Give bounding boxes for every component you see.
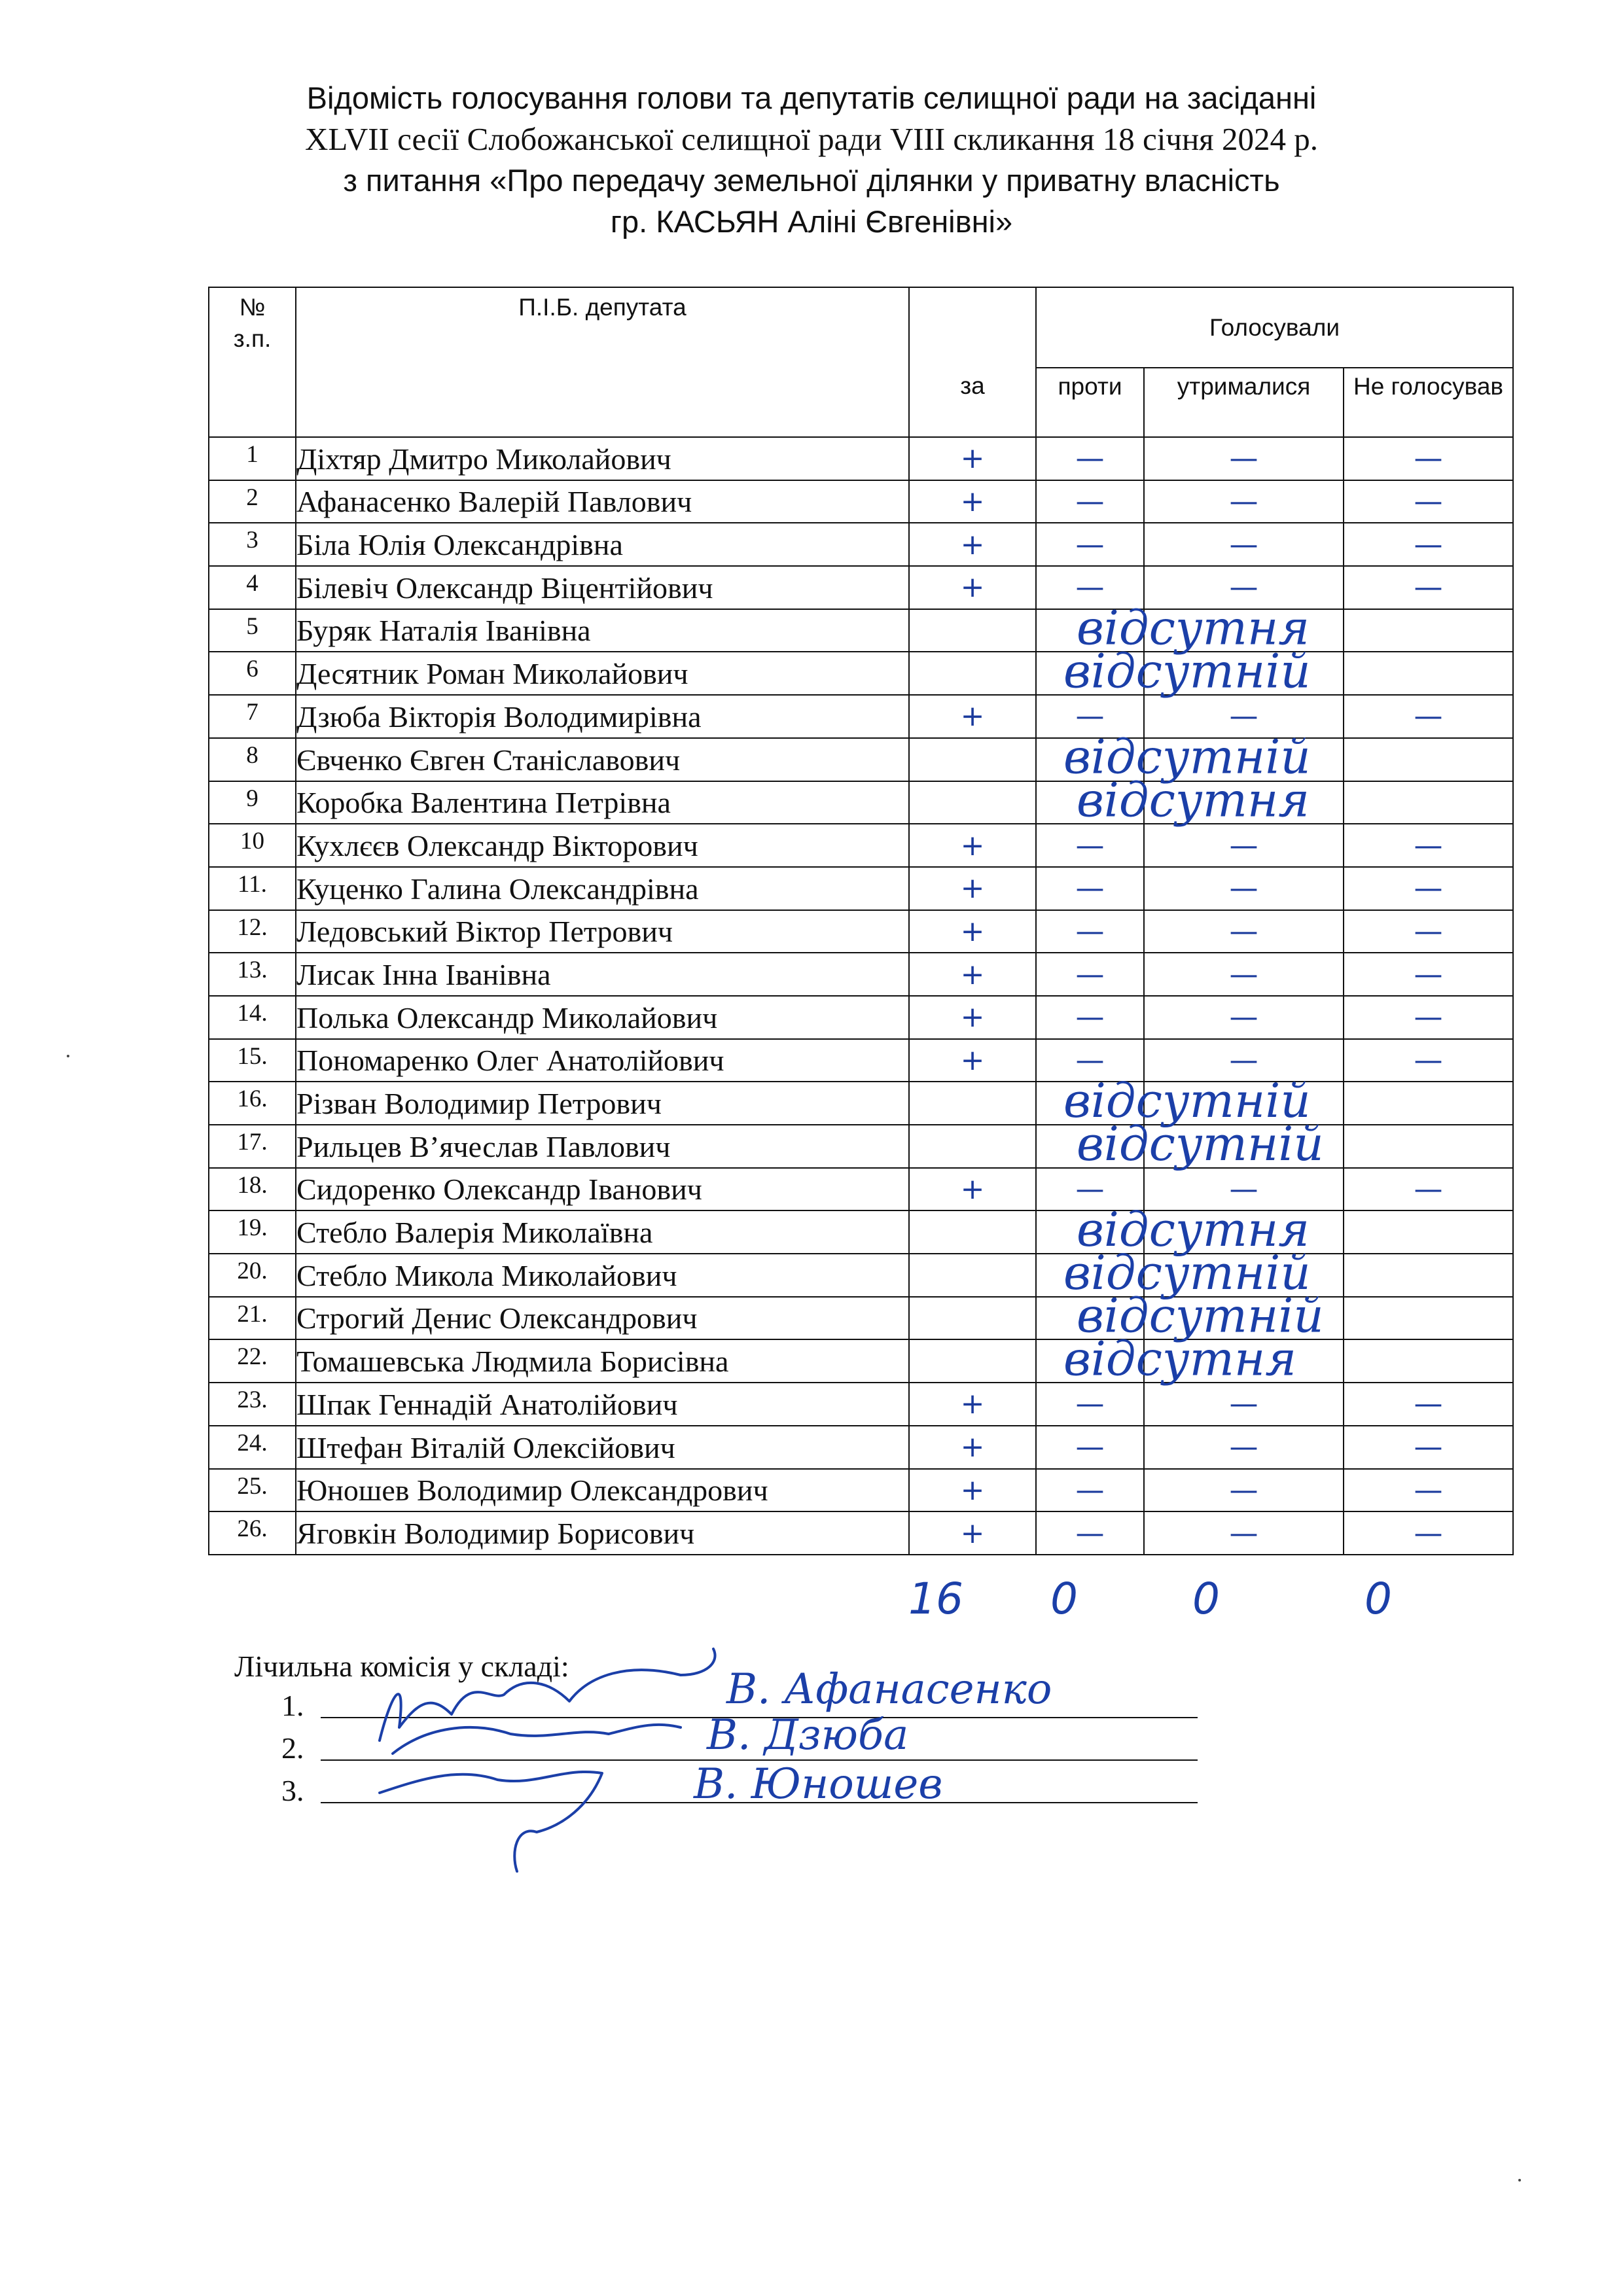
table-row [209,953,1513,996]
deputy-name: Юношев Володимир Олександрович [296,1469,909,1512]
absent-annotation: відсутній [1063,1245,1311,1300]
deputy-name: Десятник Роман Миколайович [296,652,909,695]
vote-for-cell: + [909,523,1036,566]
vote-abstain-cell: — [1144,824,1344,867]
row-number: 22. [209,1339,296,1383]
vote-notvoted-cell [1344,1082,1513,1125]
deputy-name: Томашевська Людмила Борисівна [296,1339,909,1383]
table-row [209,1339,1513,1383]
vote-against-cell: — [1036,695,1144,738]
row-number: 14. [209,996,296,1039]
row-number: 21. [209,1297,296,1340]
vote-against-cell: — [1036,1383,1144,1426]
vote-abstain-cell [1144,781,1344,824]
deputy-name: Куценко Галина Олександрівна [296,867,909,910]
vote-notvoted-cell: — [1344,480,1513,523]
vote-against-cell: — [1036,566,1144,609]
vote-notvoted-cell [1344,738,1513,781]
deputy-name: Буряк Наталія Іванівна [296,609,909,652]
row-number: 10 [209,824,296,867]
absent-annotation: відсутній [1063,729,1311,785]
vote-abstain-cell: — [1144,1426,1344,1469]
vote-notvoted-cell [1344,1339,1513,1383]
vote-for-cell [909,1125,1036,1168]
table-row [209,1511,1513,1555]
total-for: 16 [908,1574,963,1624]
vote-against-cell: — [1036,1469,1144,1512]
heading-line-1: Відомість голосування голови та депутатів селищної ради на засіданні [306,80,1317,115]
deputy-name: Біла Юлія Олександрівна [296,523,909,566]
vote-notvoted-cell: — [1344,695,1513,738]
deputy-name: Штефан Віталій Олексійович [296,1426,909,1469]
document-heading [0,77,1623,242]
vote-against-cell [1036,1125,1144,1168]
vote-abstain-cell: — [1144,1383,1344,1426]
vote-against-cell [1036,1082,1144,1125]
vote-abstain-cell: — [1144,566,1344,609]
vote-against-cell: — [1036,910,1144,953]
row-number: 13. [209,953,296,996]
signature-scribble [380,1772,602,1871]
vote-notvoted-cell [1344,652,1513,695]
vote-abstain-cell: — [1144,523,1344,566]
vote-notvoted-cell: — [1344,996,1513,1039]
row-number: 26. [209,1511,296,1555]
table-row [209,738,1513,781]
table-row [209,1254,1513,1297]
row-number: 4 [209,566,296,609]
vote-abstain-cell: — [1144,953,1344,996]
vote-notvoted-cell: — [1344,953,1513,996]
table-row [209,695,1513,738]
commission-member-name: В. Дзюба [707,1711,909,1759]
heading-line-2: XLVII сесії Слобожанської селищної ради VIII скликання 18 січня 2024 р. [305,121,1318,157]
table-row [209,1168,1513,1211]
table-row [209,437,1513,480]
commission-member-name: В. Афанасенко [726,1665,1052,1714]
vote-for-cell: + [909,1426,1036,1469]
vote-notvoted-cell: — [1344,566,1513,609]
vote-against-cell [1036,1210,1144,1254]
vote-notvoted-cell [1344,1125,1513,1168]
vote-for-cell [909,1254,1036,1297]
vote-against-cell: — [1036,1039,1144,1082]
vote-abstain-cell [1144,1339,1344,1383]
vote-notvoted-cell: — [1344,1511,1513,1555]
row-number: 23. [209,1383,296,1426]
vote-abstain-cell [1144,1297,1344,1340]
commission-line-number: 1. [281,1689,304,1722]
vote-for-cell: + [909,996,1036,1039]
vote-for-cell [909,1297,1036,1340]
vote-abstain-cell: — [1144,910,1344,953]
commission-label: Лічильна комісія у складі: [234,1650,569,1683]
vote-against-cell [1036,1339,1144,1383]
row-number: 6 [209,652,296,695]
vote-abstain-cell: — [1144,695,1344,738]
vote-abstain-cell: — [1144,1511,1344,1555]
row-number: 12. [209,910,296,953]
table-row [209,1426,1513,1469]
vote-for-cell: + [909,910,1036,953]
row-number: 7 [209,695,296,738]
row-number: 8 [209,738,296,781]
absent-annotation: відсутня [1077,772,1310,828]
vote-for-cell [909,609,1036,652]
vote-against-cell: — [1036,523,1144,566]
deputy-name: Білевіч Олександр Віцентійович [296,566,909,609]
vote-abstain-cell: — [1144,437,1344,480]
deputy-name: Сидоренко Олександр Іванович [296,1168,909,1211]
absent-annotation: відсутній [1063,1073,1311,1129]
absent-annotation: відсутній [1077,1116,1324,1171]
vote-abstain-cell [1144,1125,1344,1168]
table-row [209,996,1513,1039]
deputy-name: Кухлєєв Олександр Вікторович [296,824,909,867]
vote-notvoted-cell: — [1344,523,1513,566]
row-number: 11. [209,867,296,910]
deputy-name: Діхтяр Дмитро Миколайович [296,437,909,480]
row-number: 24. [209,1426,296,1469]
deputy-name: Різван Володимир Петрович [296,1082,909,1125]
deputy-name: Лисак Інна Іванівна [296,953,909,996]
vote-notvoted-cell: — [1344,824,1513,867]
vote-for-cell: + [909,480,1036,523]
commission-line-1 [281,1688,321,1723]
vote-for-cell: + [909,867,1036,910]
absent-annotation: відсутня [1077,1202,1310,1258]
vote-for-cell [909,1339,1036,1383]
vote-against-cell [1036,781,1144,824]
vote-for-cell [909,738,1036,781]
row-number: 16. [209,1082,296,1125]
vote-abstain-cell: — [1144,1168,1344,1211]
column-header-against: проти [1036,368,1144,437]
column-header-notvoted: Не голосував [1344,368,1513,437]
deputy-name: Стебло Валерія Миколаївна [296,1210,909,1254]
absent-annotation: відсутня [1063,1331,1297,1386]
vote-notvoted-cell: — [1344,1039,1513,1082]
table-row [209,1383,1513,1426]
vote-notvoted-cell: — [1344,867,1513,910]
vote-notvoted-cell: — [1344,1469,1513,1512]
row-number: 18. [209,1168,296,1211]
total-notvoted: 0 [1364,1574,1392,1624]
table-row [209,1082,1513,1125]
column-header-for: за [909,368,1036,437]
deputy-name: Дзюба Вікторія Володимирівна [296,695,909,738]
scan-dot [67,1055,69,1057]
table-row [209,609,1513,652]
vote-against-cell: — [1036,1511,1144,1555]
vote-abstain-cell [1144,738,1344,781]
total-against: 0 [1050,1574,1078,1624]
row-number: 3 [209,523,296,566]
vote-notvoted-cell: — [1344,1168,1513,1211]
vote-notvoted-cell [1344,1254,1513,1297]
vote-against-cell: — [1036,996,1144,1039]
row-number: 9 [209,781,296,824]
vote-against-cell [1036,652,1144,695]
signature-scribble [393,1725,681,1754]
table-row [209,652,1513,695]
vote-for-cell: + [909,566,1036,609]
table-row [209,1125,1513,1168]
table-row [209,910,1513,953]
vote-for-cell [909,781,1036,824]
row-number: 2 [209,480,296,523]
vote-abstain-cell [1144,1254,1344,1297]
commission-line-number: 3. [281,1774,304,1807]
vote-against-cell: — [1036,824,1144,867]
vote-abstain-cell: — [1144,1469,1344,1512]
column-header-abstain: утрималися [1144,368,1344,437]
vote-abstain-cell: — [1144,867,1344,910]
vote-for-cell: + [909,824,1036,867]
vote-for-cell: + [909,953,1036,996]
row-number: 1 [209,437,296,480]
vote-for-cell: + [909,1511,1036,1555]
heading-line-3: з питання «Про передачу земельної ділянки у приватну власність [343,163,1280,198]
column-header-voted: Голосували [1036,287,1513,368]
vote-abstain-cell: — [1144,1039,1344,1082]
deputy-name: Ледовський Віктор Петрович [296,910,909,953]
vote-abstain-cell [1144,609,1344,652]
table-row [209,781,1513,824]
commission-line-number: 2. [281,1731,304,1765]
vote-for-cell: + [909,695,1036,738]
vote-against-cell [1036,609,1144,652]
absent-annotation: відсутній [1063,643,1311,699]
row-number: 5 [209,609,296,652]
absent-annotation: відсутній [1077,1288,1324,1343]
row-number: 25. [209,1469,296,1512]
vote-abstain-cell [1144,1082,1344,1125]
vote-for-cell [909,1082,1036,1125]
commission-member-name: В. Юношев [694,1760,943,1809]
deputy-name: Полька Олександр Миколайович [296,996,909,1039]
vote-abstain-cell: — [1144,996,1344,1039]
vote-abstain-cell [1144,652,1344,695]
table-row [209,1469,1513,1512]
deputy-name: Шпак Геннадій Анатолійович [296,1383,909,1426]
total-abstain: 0 [1192,1574,1220,1624]
vote-for-cell: + [909,437,1036,480]
deputy-name: Пономаренко Олег Анатолійович [296,1039,909,1082]
vote-notvoted-cell: — [1344,1426,1513,1469]
column-header-name: П.І.Б. депутата [296,287,909,437]
voting-table [208,287,1514,1555]
vote-notvoted-cell: — [1344,1383,1513,1426]
deputy-name: Коробка Валентина Петрівна [296,781,909,824]
table-row [209,480,1513,523]
table-row [209,1210,1513,1254]
vote-for-cell: + [909,1039,1036,1082]
vote-against-cell: — [1036,1168,1144,1211]
vote-notvoted-cell [1344,781,1513,824]
deputy-name: Строгий Денис Олександрович [296,1297,909,1340]
vote-for-cell: + [909,1383,1036,1426]
vote-against-cell: — [1036,953,1144,996]
vote-abstain-cell: — [1144,480,1344,523]
vote-against-cell [1036,738,1144,781]
table-row [209,867,1513,910]
row-number: 15. [209,1039,296,1082]
deputy-name: Стебло Микола Миколайович [296,1254,909,1297]
scan-dot [1518,2179,1521,2181]
vote-abstain-cell [1144,1210,1344,1254]
vote-for-cell: + [909,1168,1036,1211]
deputy-name: Афанасенко Валерій Павлович [296,480,909,523]
table-row [209,824,1513,867]
table-row [209,1039,1513,1082]
absent-annotation: відсутня [1077,600,1310,656]
table-row [209,1297,1513,1340]
vote-against-cell: — [1036,480,1144,523]
deputy-name: Євченко Євген Станіславович [296,738,909,781]
row-number: 20. [209,1254,296,1297]
vote-against-cell: — [1036,437,1144,480]
vote-against-cell [1036,1297,1144,1340]
deputy-name: Яговкін Володимир Борисович [296,1511,909,1555]
column-header-blank [909,287,1036,368]
vote-notvoted-cell [1344,609,1513,652]
commission-line-3 [281,1773,321,1808]
vote-notvoted-cell: — [1344,437,1513,480]
table-row [209,566,1513,609]
vote-for-cell: + [909,1469,1036,1512]
table-row [209,523,1513,566]
vote-for-cell [909,652,1036,695]
row-number: 19. [209,1210,296,1254]
heading-line-4: гр. КАСЬЯН Аліні Євгенівні» [610,204,1013,239]
row-number: 17. [209,1125,296,1168]
vote-against-cell: — [1036,867,1144,910]
vote-notvoted-cell: — [1344,910,1513,953]
vote-against-cell [1036,1254,1144,1297]
commission-line-2 [281,1731,321,1765]
column-header-number: № з.п. [209,287,296,437]
deputy-name: Рильцев В’ячеслав Павлович [296,1125,909,1168]
vote-for-cell [909,1210,1036,1254]
vote-against-cell: — [1036,1426,1144,1469]
vote-notvoted-cell [1344,1210,1513,1254]
vote-notvoted-cell [1344,1297,1513,1340]
